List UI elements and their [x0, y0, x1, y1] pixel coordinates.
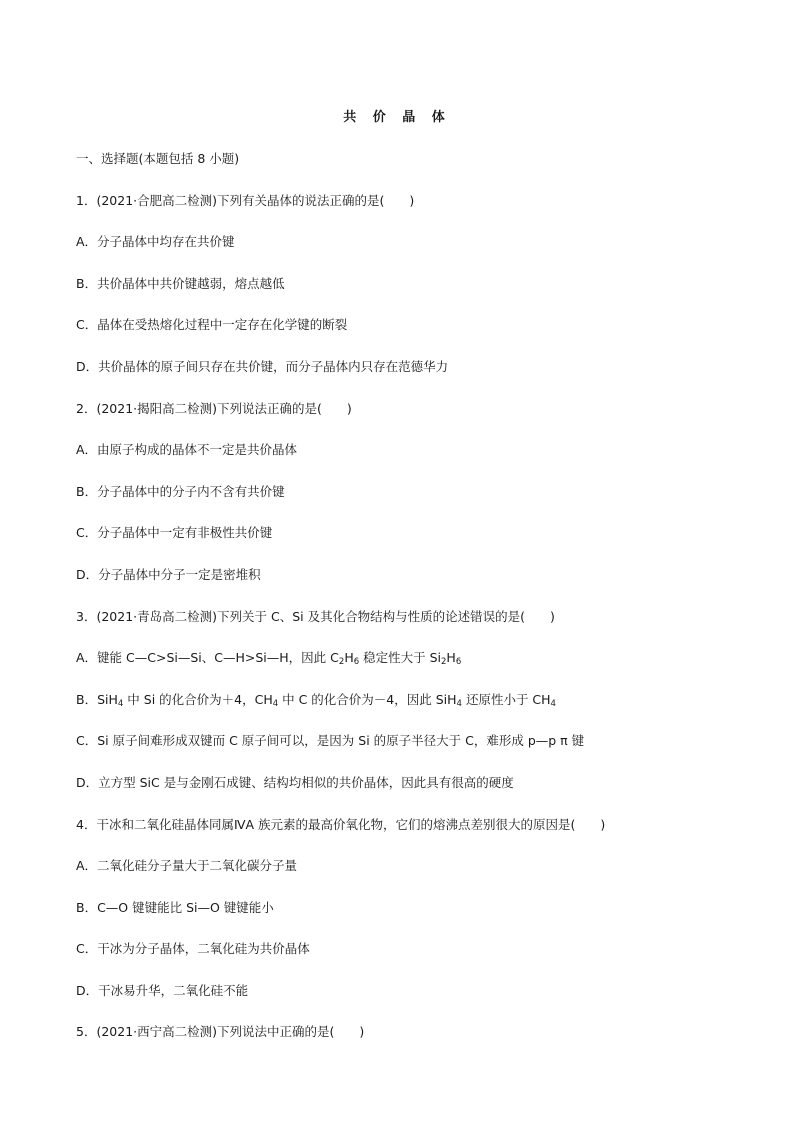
- question-2-option-d: D．分子晶体中分子一定是密堆积: [76, 566, 261, 582]
- question-3-option-c: C．Si 原子间难形成双键而 C 原子间可以，是因为 Si 的原子半径大于 C，难形成 p—p π 键: [76, 733, 585, 749]
- question-stem-3: 3．(2021·青岛高二检测)下列关于 C、Si 及其化合物结构与性质的论述错误的是( ): [76, 608, 555, 624]
- question-4-option-c: C．干冰为分子晶体，二氧化硅为共价晶体: [76, 941, 310, 957]
- question-3-option-a: A．键能 C—C>Si—Si、C—H>Si—H，因此 $C_2H_6$ 稳定性大于 $Si_2H_6$: [76, 650, 462, 668]
- question-2-option-c: C．分子晶体中一定有非极性共价键: [76, 525, 273, 541]
- question-2-option-a: A．由原子构成的晶体不一定是共价晶体: [76, 442, 298, 458]
- question-4-option-a: A．二氧化硅分子量大于二氧化碳分子量: [76, 858, 298, 874]
- question-3-option-d: D．立方型 SiC 是与金刚石成键、结构均相似的共价晶体，因此具有很高的硬度: [76, 774, 514, 790]
- question-stem-1: 1．(2021·合肥高二检测)下列有关晶体的说法正确的是( ): [76, 192, 415, 208]
- question-1-option-a: A．分子晶体中均存在共价键: [76, 234, 235, 250]
- question-1-option-d: D．共价晶体的原子间只存在共价键，而分子晶体内只存在范德华力: [76, 358, 449, 374]
- section-heading: 一、选择题(本题包括 8 小题): [76, 151, 240, 166]
- question-3-option-b: B．SiH$_4$ 中 Si 的化合价为＋4，$CH_4$ 中 C 的化合价为－4，因此 SiH$_4$ 还原性小于 $CH_4$: [76, 691, 556, 709]
- question-1-option-b: B．共价晶体中共价键越弱，熔点越低: [76, 275, 285, 291]
- question-2-option-b: B．分子晶体中的分子内不含有共价键: [76, 483, 285, 499]
- question-1-option-c: C．晶体在受热熔化过程中一定存在化学键的断裂: [76, 317, 348, 333]
- question-stem-2: 2．(2021·揭阳高二检测)下列说法正确的是( ): [76, 400, 352, 416]
- page-title: 共 价 晶 体: [343, 110, 451, 125]
- question-stem-4: 4．干冰和二氧化硅晶体同属ⅣA 族元素的最高价氧化物，它们的熔沸点差别很大的原因是( ): [76, 816, 606, 832]
- question-list: [76, 150, 736, 1065]
- question-4-option-b: B．C—O 键键能比 Si—O 键键能小: [76, 899, 274, 915]
- question-stem-5: 5．(2021·西宁高二检测)下列说法中正确的是( ): [76, 1024, 365, 1040]
- question-4-option-d: D．干冰易升华，二氧化硅不能: [76, 982, 249, 998]
